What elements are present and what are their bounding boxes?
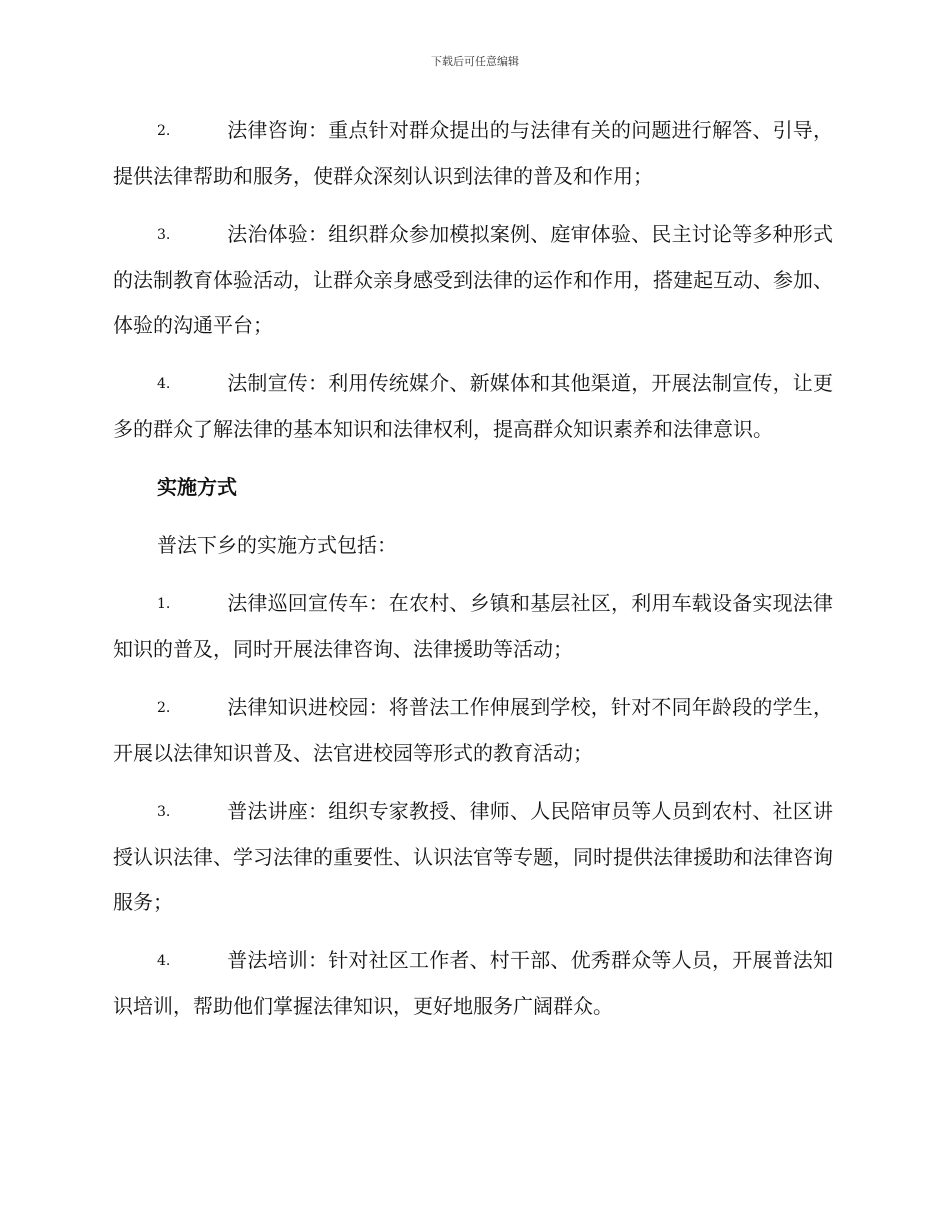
list-item-text: 普法讲座：组织专家教授、律师、人民陪审员等人员到农村、社区讲授认识法律、学习法律的重要性、认识法官等专题，同时提供法律援助和法律咨询服务；	[113, 799, 833, 914]
list-item	[113, 212, 833, 348]
list-number: 4.	[157, 376, 171, 392]
section-heading: 实施方式	[157, 475, 237, 499]
list-item-text: 法治体验：组织群众参加模拟案例、庭审体验、民主讨论等多种形式的法制教育体验活动，让群众亲身感受到法律的运作和作用，搭建起互动、参加、体验的沟通平台；	[113, 222, 833, 337]
list-number: 1.	[157, 596, 171, 612]
list-number: 4.	[157, 953, 171, 969]
list-item	[113, 361, 833, 452]
list-item-text: 法律知识进校园：将普法工作伸展到学校，针对不同年龄段的学生，开展以法律知识普及、法官进校园等形式的教育活动；	[113, 695, 833, 765]
list-item	[113, 938, 833, 1029]
section-intro: 普法下乡的实施方式包括：	[157, 533, 397, 557]
list-item-text: 法律咨询：重点针对群众提出的与法律有关的问题进行解答、引导，提供法律帮助和服务，使群众深刻认识到法律的普及和作用；	[113, 118, 833, 188]
list-number: 2.	[157, 700, 171, 716]
list-item-text: 法制宣传：利用传统媒介、新媒体和其他渠道，开展法制宣传，让更多的群众了解法律的基本知识和法律权利，提高群众知识素养和法律意识。	[113, 371, 833, 441]
page-header: 下载后可任意编辑	[431, 55, 519, 68]
list-item	[113, 685, 833, 776]
list-number: 2.	[157, 123, 171, 139]
list-item	[113, 789, 833, 925]
list-number: 3.	[157, 804, 171, 820]
list-item-text: 法律巡回宣传车：在农村、乡镇和基层社区，利用车载设备实现法律知识的普及，同时开展法律咨询、法律援助等活动；	[113, 591, 833, 661]
list-item	[113, 581, 833, 672]
list-item	[113, 108, 833, 199]
list-item-text: 普法培训：针对社区工作者、村干部、优秀群众等人员，开展普法知识培训，帮助他们掌握法律知识，更好地服务广阔群众。	[113, 948, 833, 1018]
list-number: 3.	[157, 227, 171, 243]
document-body	[113, 108, 833, 1042]
